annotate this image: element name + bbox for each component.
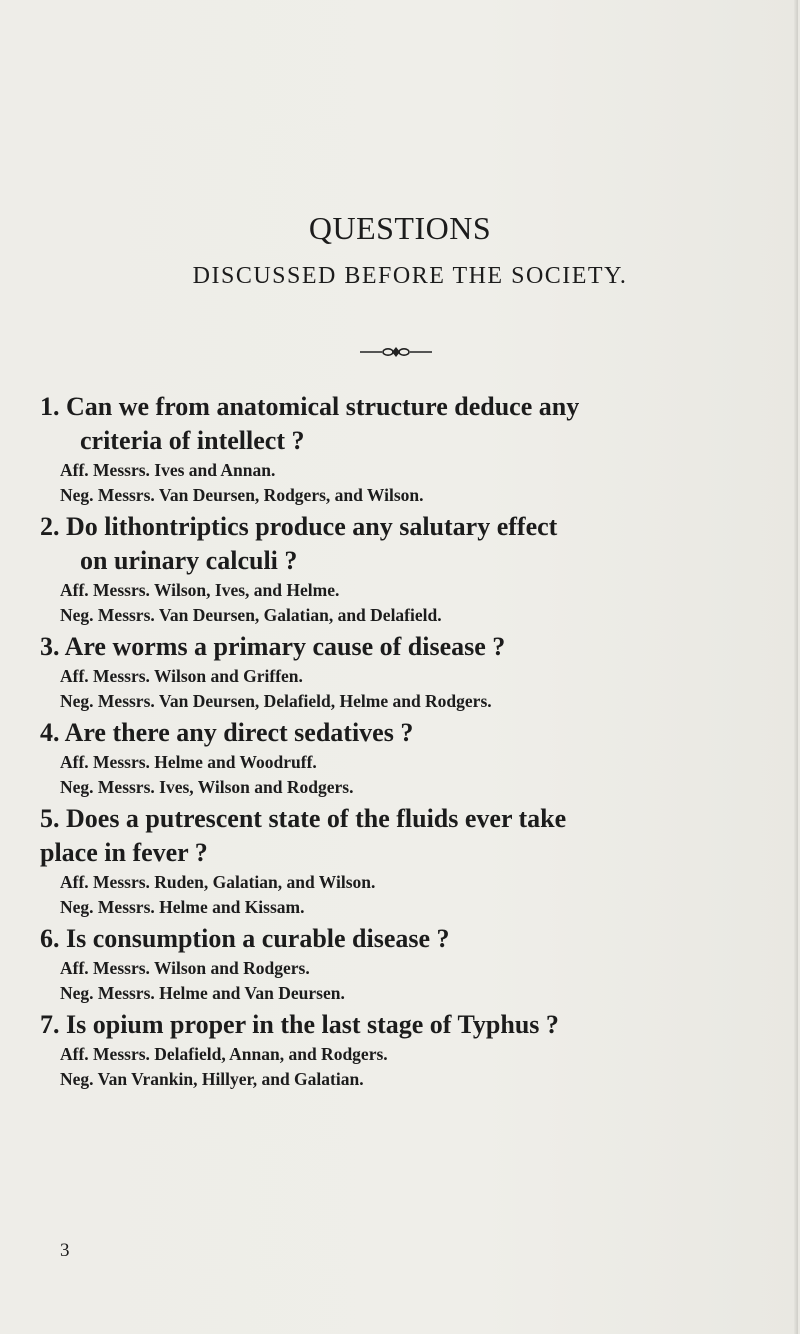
question-line: Do lithontriptics produce any salutary effect — [66, 512, 558, 541]
negative-speakers: Neg. Messrs. Helme and Van Deursen. — [60, 983, 345, 1003]
negative-speakers: Neg. Messrs. Ives, Wilson and Rodgers. — [60, 777, 354, 797]
affirmative-speakers: Aff. Messrs. Ruden, Galatian, and Wilson. — [60, 872, 376, 892]
question-4 — [40, 716, 770, 800]
negative-speakers: Neg. Messrs. Van Deursen, Rodgers, and Wilson. — [60, 485, 424, 505]
negative-speakers: Neg. Messrs. Van Deursen, Delafield, Helme and Rodgers. — [60, 691, 492, 711]
page-number: 3 — [60, 1240, 70, 1261]
question-1 — [40, 390, 770, 508]
question-number: 4. — [40, 718, 60, 747]
question-line: criteria of intellect ? — [80, 426, 305, 455]
question-text — [40, 1008, 770, 1042]
question-line: Is opium proper in the last stage of Typhus ? — [66, 1010, 559, 1039]
question-number: 7. — [40, 1010, 60, 1039]
affirmative-speakers: Aff. Messrs. Ives and Annan. — [60, 460, 276, 480]
page-subtitle: DISCUSSED BEFORE THE SOCIETY. — [192, 263, 628, 289]
question-6 — [40, 922, 770, 1006]
affirmative-speakers: Aff. Messrs. Wilson and Griffen. — [60, 666, 303, 686]
question-line: place in fever ? — [40, 838, 208, 867]
question-number: 5. — [40, 804, 60, 833]
question-line: Is consumption a curable disease ? — [66, 924, 450, 953]
question-2 — [40, 510, 770, 628]
question-text — [40, 630, 770, 664]
question-number: 3. — [40, 632, 60, 661]
question-line: Can we from anatomical structure deduce any — [66, 392, 580, 421]
affirmative-speakers: Aff. Messrs. Wilson, Ives, and Helme. — [60, 580, 340, 600]
question-number: 1. — [40, 392, 60, 421]
question-3 — [40, 630, 770, 714]
question-5 — [40, 802, 770, 920]
affirmative-speakers: Aff. Messrs. Helme and Woodruff. — [60, 752, 317, 772]
page-title: QUESTIONS — [308, 210, 492, 246]
affirmative-speakers: Aff. Messrs. Wilson and Rodgers. — [60, 958, 310, 978]
question-text — [40, 390, 770, 424]
question-number: 2. — [40, 512, 60, 541]
affirmative-speakers: Aff. Messrs. Delafield, Annan, and Rodgers. — [60, 1044, 388, 1064]
question-text — [40, 802, 770, 836]
question-line: Are there any direct sedatives ? — [64, 718, 414, 747]
question-line: Are worms a primary cause of disease ? — [64, 632, 506, 661]
page-edge — [794, 0, 798, 1334]
negative-speakers: Neg. Van Vrankin, Hillyer, and Galatian. — [60, 1069, 364, 1089]
ornament-divider-icon — [360, 346, 432, 358]
question-line: on urinary calculi ? — [80, 546, 298, 575]
questions-list — [40, 390, 770, 1094]
question-number: 6. — [40, 924, 60, 953]
question-7 — [40, 1008, 770, 1092]
question-text — [40, 510, 770, 544]
question-line: Does a putrescent state of the fluids ever take — [66, 804, 567, 833]
question-text — [40, 716, 770, 750]
question-text — [40, 922, 770, 956]
negative-speakers: Neg. Messrs. Van Deursen, Galatian, and Delafield. — [60, 605, 442, 625]
negative-speakers: Neg. Messrs. Helme and Kissam. — [60, 897, 305, 917]
